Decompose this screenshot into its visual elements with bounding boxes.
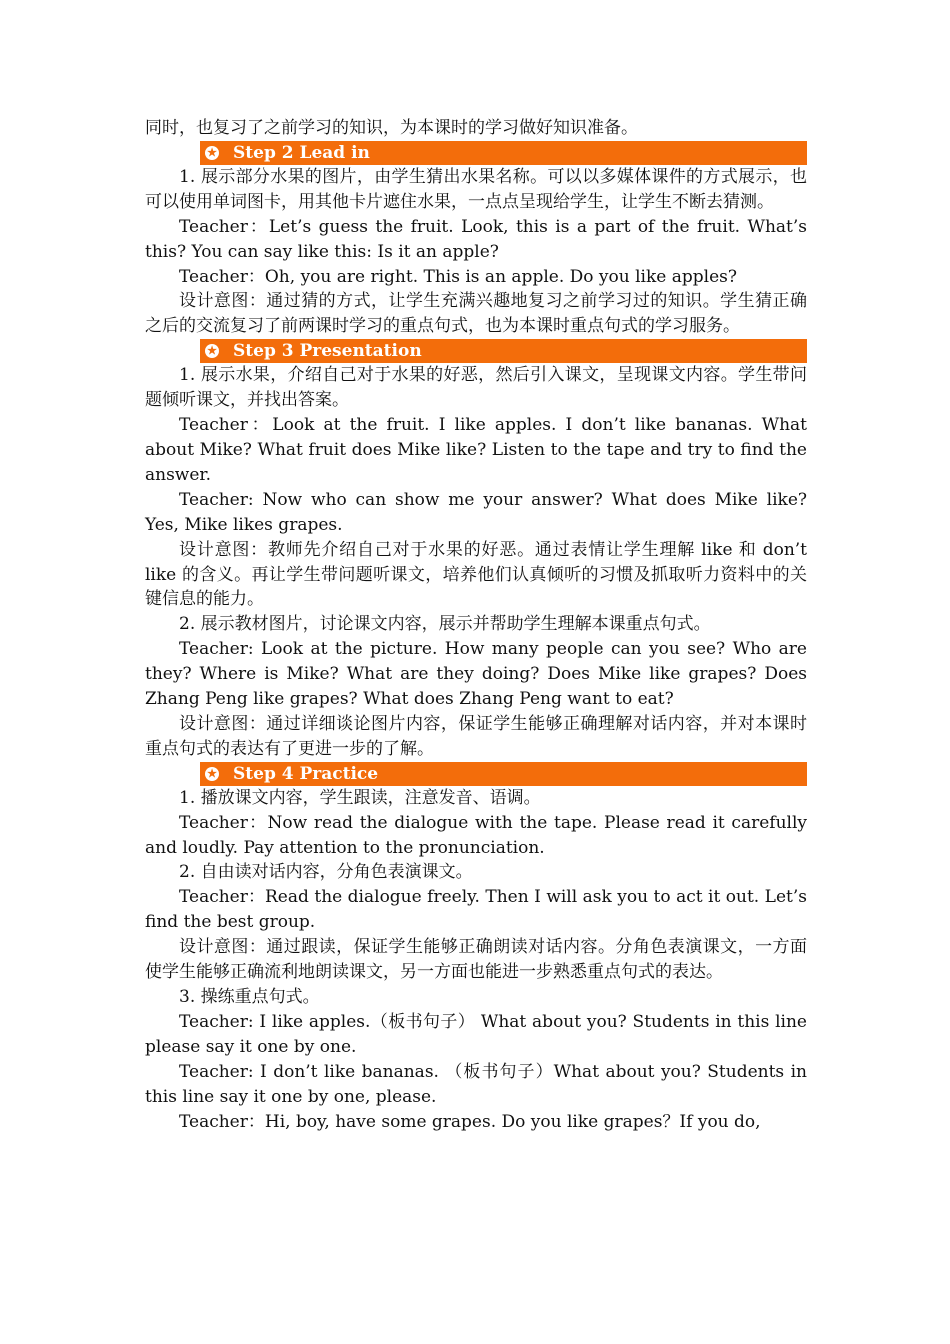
paragraph: 设计意图：通过详细谈论图片内容，保证学生能够正确理解对话内容，并对本课时重点句式的表达有了更进一步的了解。 (145, 713, 807, 759)
paragraph: Teacher: Look at the picture. How many people can you see? Who are they? Where is Mike? What are they doing? Does Mike like grapes? Does Zhang Peng like grapes? What does Zhang Peng want to eat? (145, 639, 807, 710)
step3-heading: Step 3 Presentation (233, 341, 422, 362)
paragraph: 1. 展示部分水果的图片，由学生猜出水果名称。可以以多媒体课件的方式展示，也可以使用单词图卡，用其他卡片遮住水果，一点点呈现给学生，让学生不断去猜测。 (145, 166, 807, 212)
paragraph: Teacher：Read the dialogue freely. Then I will ask you to act it out. Let’s find the best group. (145, 887, 807, 933)
paragraph: Teacher：Oh, you are right. This is an apple. Do you like apples? (179, 266, 737, 287)
document-page (145, 116, 807, 1134)
intro-paragraph: 同时，也复习了之前学习的知识，为本课时的学习做好知识准备。 (145, 118, 638, 138)
paragraph: 2. 自由读对话内容，分角色表演课文。 (179, 862, 473, 883)
paragraph: 设计意图：通过猜的方式，让学生充满兴趣地复习之前学习过的知识。学生猜正确之后的交流复习了前两课时学习的重点句式，也为本课时重点句式的学习服务。 (145, 291, 807, 337)
step2-heading-bar (200, 141, 807, 165)
paragraph: Teacher: I like apples.（板书句子） What about you? Students in this line please say it one by one. (145, 1011, 807, 1057)
step4-heading-bar (200, 762, 807, 786)
paragraph: 1. 播放课文内容，学生跟读，注意发音、语调。 (179, 787, 541, 808)
paragraph: Teacher：Hi, boy, have some grapes. Do you like grapes？If you do, (179, 1111, 761, 1132)
star-circle-icon: ★ (205, 344, 219, 358)
paragraph: Teacher：Look at the fruit. I like apples. I don’t like bananas. What about Mike? What fruit does Mike like? Listen to the tape and try to find the answer. (145, 415, 807, 485)
step4-heading: Step 4 Practice (233, 763, 379, 784)
paragraph: 1. 展示水果，介绍自己对于水果的好恶，然后引入课文，呈现课文内容。学生带问题倾听课文，并找出答案。 (145, 365, 807, 411)
paragraph: 2. 展示教材图片，讨论课文内容，展示并帮助学生理解本课重点句式。 (179, 614, 711, 635)
paragraph: Teacher: Now who can show me your answer? What does Mike like? Yes, Mike likes grapes. (145, 489, 807, 535)
paragraph: Teacher：Let’s guess the fruit. Look, this is a part of the fruit. What’s this? You can say like this: Is it an apple? (145, 216, 807, 262)
star-circle-icon: ★ (205, 146, 219, 160)
step3-heading-bar (200, 339, 807, 363)
paragraph: Teacher: I don’t like bananas. （板书句子）What about you? Students in this line say it one by one, please. (145, 1061, 807, 1107)
step2-heading: Step 2 Lead in (233, 142, 370, 163)
paragraph: 设计意图：通过跟读，保证学生能够正确朗读对话内容。分角色表演课文，一方面使学生能够正确流利地朗读课文，另一方面也能进一步熟悉重点句式的表达。 (145, 937, 807, 983)
paragraph: Teacher：Now read the dialogue with the tape. Please read it carefully and loudly. Pay attention to the pronunciation. (145, 812, 807, 858)
paragraph: 设计意图：教师先介绍自己对于水果的好恶。通过表情让学生理解 like 和 don’t like 的含义。再让学生带问题听课文，培养他们认真倾听的习惯及抓取听力资料中的关键信息的能力。 (145, 539, 807, 610)
paragraph: 3. 操练重点句式。 (179, 987, 320, 1007)
star-circle-icon: ★ (205, 767, 219, 781)
